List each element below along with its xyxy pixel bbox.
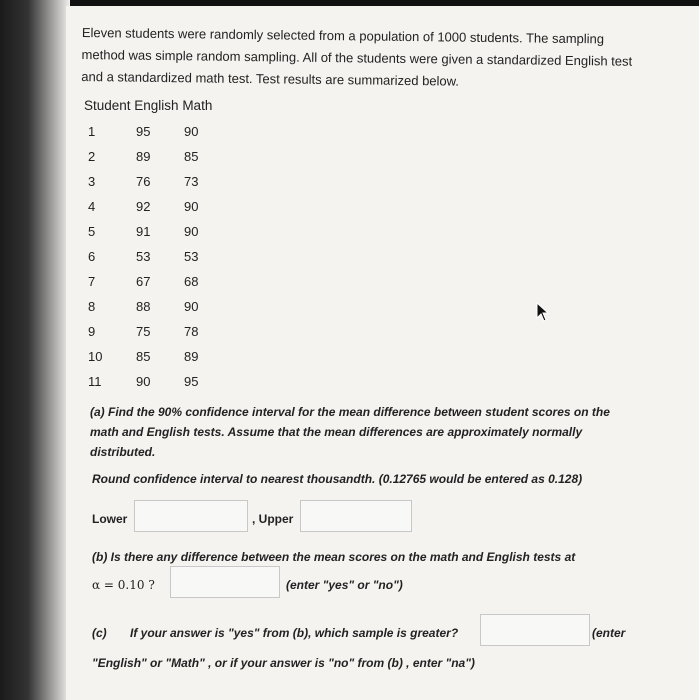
problem-intro	[81, 22, 662, 95]
lower-label: Lower	[92, 512, 128, 526]
table-row	[84, 324, 224, 344]
alpha-text: α = 0.10 ?	[92, 578, 155, 592]
part-a-question	[90, 402, 660, 462]
table-row	[84, 299, 224, 319]
math-cell: 53	[184, 249, 199, 264]
part-a-line: (a) Find the 90% confidence interval for the mean difference between student scores on the	[90, 405, 610, 419]
table-row	[84, 199, 224, 219]
math-cell: 95	[184, 374, 199, 389]
english-cell: 92	[136, 199, 151, 214]
student-cell: 11	[88, 374, 102, 389]
english-cell: 95	[136, 124, 151, 139]
table-row	[84, 374, 224, 394]
math-cell: 89	[184, 349, 199, 364]
english-cell: 90	[136, 374, 151, 389]
upper-input[interactable]	[300, 500, 412, 532]
table-row	[84, 174, 224, 194]
math-cell: 68	[184, 274, 199, 289]
english-cell: 88	[136, 299, 151, 314]
student-cell: 3	[88, 174, 96, 189]
part-c-instructions: "English" or "Math" , or if your answer is "no" from (b) , enter "na")	[92, 656, 475, 670]
english-cell: 76	[136, 174, 151, 189]
student-cell: 6	[88, 249, 96, 264]
math-cell: 73	[184, 174, 199, 189]
part-c-enter: (enter	[592, 626, 626, 640]
english-cell: 53	[136, 249, 151, 264]
student-cell: 9	[88, 324, 96, 339]
part-b-input[interactable]	[170, 566, 280, 598]
intro-line: and a standardized math test. Test results are summarized below.	[81, 68, 460, 89]
part-b-question: (b) Is there any difference between the mean scores on the math and English tests at	[92, 550, 576, 564]
part-b-instructions: (enter "yes" or "no")	[286, 578, 403, 592]
student-cell: 5	[88, 224, 96, 239]
table-row	[84, 249, 224, 269]
part-c-question: If your answer is "yes" from (b), which sample is greater?	[130, 626, 459, 640]
part-a-line: distributed.	[90, 445, 156, 459]
english-cell: 75	[136, 324, 151, 339]
part-c-label: (c)	[92, 626, 107, 640]
table-row	[84, 224, 224, 244]
mouse-cursor-icon	[536, 302, 550, 322]
table-row	[84, 349, 224, 369]
math-cell: 90	[184, 124, 199, 139]
student-cell: 10	[88, 349, 103, 364]
rounding-instructions: Round confidence interval to nearest thousandth. (0.12765 would be entered as 0.128)	[92, 472, 583, 486]
english-cell: 91	[136, 224, 151, 239]
table-row	[84, 124, 224, 144]
english-cell: 85	[136, 349, 151, 364]
left-shadow	[0, 0, 70, 700]
student-cell: 7	[88, 274, 96, 289]
english-cell: 67	[136, 274, 151, 289]
table-header: Student English Math	[84, 98, 213, 113]
part-c-input[interactable]	[480, 614, 590, 646]
math-cell: 85	[184, 149, 199, 164]
student-cell: 2	[88, 149, 96, 164]
student-cell: 4	[88, 199, 96, 214]
intro-line: Eleven students were randomly selected from a population of 1000 students. The sampling	[81, 24, 605, 47]
math-cell: 90	[184, 299, 199, 314]
math-cell: 78	[184, 324, 199, 339]
student-cell: 8	[88, 299, 96, 314]
intro-line: method was simple random sampling. All of the students were given a standardized English test	[81, 46, 633, 69]
english-cell: 89	[136, 149, 151, 164]
student-cell: 1	[88, 124, 96, 139]
lower-input[interactable]	[134, 500, 248, 532]
math-cell: 90	[184, 199, 199, 214]
table-row	[84, 274, 224, 294]
table-row	[84, 149, 224, 169]
part-a-line: math and English tests. Assume that the mean differences are approximately normally	[90, 425, 583, 439]
upper-label: , Upper	[252, 512, 294, 526]
math-cell: 90	[184, 224, 199, 239]
